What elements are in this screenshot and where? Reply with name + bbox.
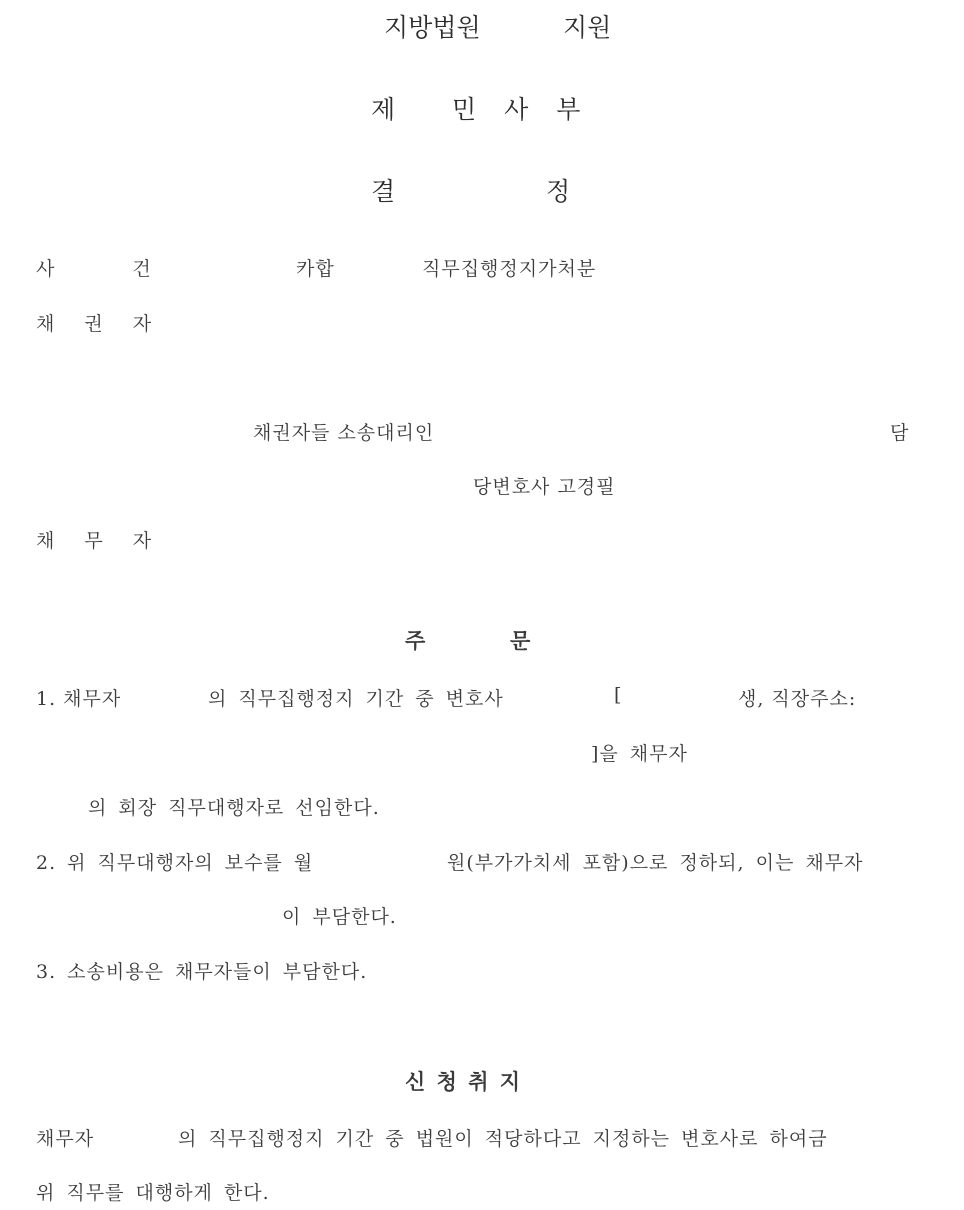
order-item-2-text-cont: 원(부가가치세 포함)으로 정하되, 이는 채무자 [447,852,864,874]
order-item-2-line-2: 이 부담한다. [282,906,397,928]
order-item-1-bracket-open: [ [614,684,623,706]
court-branch: 지원 [563,13,612,42]
order-item-1-address-label: 생, 직장주소: [738,688,857,710]
case-label: 사 건 [36,258,152,280]
order-item-1-line-2: ]을 채무자 [591,743,688,765]
court-name: 지방법원 [384,13,481,42]
order-title-left: 주 [405,629,426,653]
debtor-label: 채 무 자 [36,530,153,552]
order-item-1-line-3: 의 회장 직무대행자로 선임한다. [88,797,380,819]
document-title-left: 결 [371,177,396,206]
division-number: 제 [371,95,396,124]
counsel-lawyer: 당변호사 고경필 [473,476,616,498]
order-title-right: 문 [510,629,531,653]
application-text-line-2: 위 직무를 대행하게 한다. [36,1182,270,1204]
application-debtor: 채무자 [36,1128,95,1150]
document-title-right: 정 [546,177,571,206]
order-item-3: 3. 소송비용은 채무자들이 부담한다. [36,961,368,983]
counsel-firm-tail: 담 [890,422,910,444]
application-text: 의 직무집행정지 기간 중 법원이 적당하다고 지정하는 변호사로 하여금 [178,1128,828,1150]
case-prefix: 카합 [296,258,335,280]
division-name: 민 사 부 [452,95,591,124]
order-item-1-text: 의 직무집행정지 기간 중 변호사 [208,688,504,710]
case-name: 직무집행정지가처분 [422,258,597,280]
counsel-label: 채권자들 소송대리인 [253,422,435,444]
creditor-label: 채 권 자 [36,313,153,335]
order-item-2-text: 2. 위 직무대행자의 보수를 월 [36,852,314,874]
order-item-1-debtor: 1. 채무자 [36,688,122,710]
application-title: 신 청 취 지 [405,1070,523,1094]
